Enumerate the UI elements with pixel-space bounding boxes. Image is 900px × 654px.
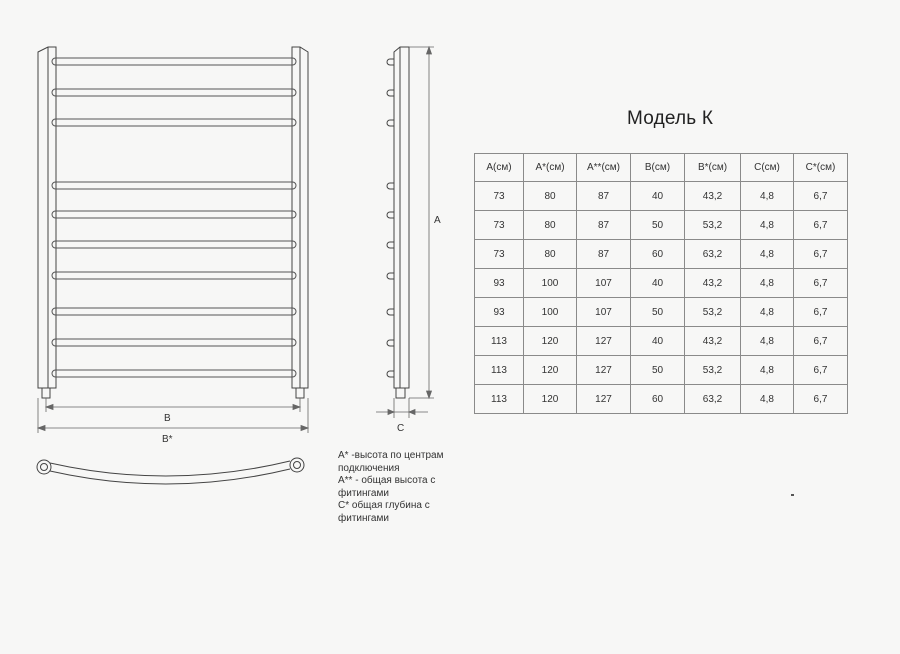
table-cell: 6,7 bbox=[794, 356, 848, 385]
rung bbox=[52, 339, 296, 346]
rung bbox=[52, 272, 296, 279]
table-cell: 53,2 bbox=[685, 298, 741, 327]
table-row bbox=[475, 298, 848, 327]
dimension-b-star bbox=[38, 398, 308, 433]
table-cell: 4,8 bbox=[741, 182, 794, 211]
dimension-b-label: B bbox=[164, 413, 171, 424]
table-cell: 127 bbox=[577, 327, 631, 356]
table-cell: 4,8 bbox=[741, 211, 794, 240]
table-cell: 50 bbox=[631, 356, 685, 385]
table-cell: 80 bbox=[524, 182, 577, 211]
rung bbox=[52, 308, 296, 315]
table-cell: 6,7 bbox=[794, 298, 848, 327]
table-cell: 60 bbox=[631, 240, 685, 269]
table-cell: 63,2 bbox=[685, 385, 741, 414]
side-bar-stubs bbox=[387, 59, 394, 377]
table-cell: 4,8 bbox=[741, 269, 794, 298]
scan-speck bbox=[791, 494, 794, 496]
table-cell: 93 bbox=[475, 298, 524, 327]
column-header: A(см) bbox=[475, 154, 524, 182]
table-cell: 6,7 bbox=[794, 240, 848, 269]
table-row bbox=[475, 327, 848, 356]
table-cell: 107 bbox=[577, 298, 631, 327]
table-cell: 6,7 bbox=[794, 182, 848, 211]
table-cell: 100 bbox=[524, 298, 577, 327]
table-cell: 93 bbox=[475, 269, 524, 298]
table-cell: 4,8 bbox=[741, 385, 794, 414]
table-cell: 113 bbox=[475, 356, 524, 385]
table-cell: 40 bbox=[631, 327, 685, 356]
table-row bbox=[475, 269, 848, 298]
table-cell: 87 bbox=[577, 211, 631, 240]
rung bbox=[52, 182, 296, 189]
table-cell: 73 bbox=[475, 211, 524, 240]
front-view bbox=[38, 47, 308, 433]
rungs bbox=[52, 58, 296, 377]
table-cell: 50 bbox=[631, 298, 685, 327]
side-view bbox=[376, 47, 434, 418]
dimension-c-label: C bbox=[397, 423, 405, 434]
table-cell: 43,2 bbox=[685, 182, 741, 211]
table-cell: 120 bbox=[524, 356, 577, 385]
table-cell: 87 bbox=[577, 240, 631, 269]
rung bbox=[52, 370, 296, 377]
table-cell: 107 bbox=[577, 269, 631, 298]
dimension-a-label: A bbox=[434, 215, 441, 226]
spec-table bbox=[474, 153, 848, 414]
table-cell: 87 bbox=[577, 182, 631, 211]
rung bbox=[52, 119, 296, 126]
dimension-notes bbox=[338, 450, 473, 525]
note-a-star: A* -высота по центрам подключения bbox=[338, 450, 444, 474]
table-header-row bbox=[475, 154, 848, 182]
table-cell: 80 bbox=[524, 240, 577, 269]
dimension-b bbox=[46, 398, 300, 412]
table-row bbox=[475, 385, 848, 414]
dimension-b-star-label: B* bbox=[162, 434, 173, 445]
table-cell: 6,7 bbox=[794, 211, 848, 240]
column-header: A**(см) bbox=[577, 154, 631, 182]
table-cell: 4,8 bbox=[741, 240, 794, 269]
note-c-star: C* общая глубина с фитингами bbox=[338, 500, 430, 524]
table-cell: 127 bbox=[577, 385, 631, 414]
table-cell: 127 bbox=[577, 356, 631, 385]
table-cell: 53,2 bbox=[685, 356, 741, 385]
column-header: C*(см) bbox=[794, 154, 848, 182]
rung bbox=[52, 89, 296, 96]
table-cell: 120 bbox=[524, 385, 577, 414]
table-row bbox=[475, 182, 848, 211]
table-row bbox=[475, 211, 848, 240]
table-cell: 4,8 bbox=[741, 327, 794, 356]
rung bbox=[52, 241, 296, 248]
table-cell: 53,2 bbox=[685, 211, 741, 240]
table-cell: 113 bbox=[475, 385, 524, 414]
table-cell: 6,7 bbox=[794, 269, 848, 298]
table-cell: 73 bbox=[475, 240, 524, 269]
table-row bbox=[475, 240, 848, 269]
table-cell: 6,7 bbox=[794, 327, 848, 356]
table-cell: 4,8 bbox=[741, 356, 794, 385]
table-cell: 43,2 bbox=[685, 327, 741, 356]
table-cell: 120 bbox=[524, 327, 577, 356]
table-cell: 73 bbox=[475, 182, 524, 211]
column-header: C(см) bbox=[741, 154, 794, 182]
table-cell: 113 bbox=[475, 327, 524, 356]
table-row bbox=[475, 356, 848, 385]
table-cell: 6,7 bbox=[794, 385, 848, 414]
table-cell: 80 bbox=[524, 211, 577, 240]
model-title: Модель К bbox=[627, 108, 714, 129]
table-cell: 63,2 bbox=[685, 240, 741, 269]
table-cell: 50 bbox=[631, 211, 685, 240]
rung bbox=[52, 58, 296, 65]
column-header: B*(см) bbox=[685, 154, 741, 182]
table-cell: 40 bbox=[631, 269, 685, 298]
note-a-double-star: A** - общая высота с фитингами bbox=[338, 475, 436, 499]
table-cell: 40 bbox=[631, 182, 685, 211]
column-header: A*(см) bbox=[524, 154, 577, 182]
dimension-a bbox=[409, 47, 434, 398]
column-header: B(см) bbox=[631, 154, 685, 182]
dimension-c bbox=[376, 398, 428, 418]
table-cell: 4,8 bbox=[741, 298, 794, 327]
top-view bbox=[37, 458, 304, 484]
table-cell: 60 bbox=[631, 385, 685, 414]
table-cell: 43,2 bbox=[685, 269, 741, 298]
table-cell: 100 bbox=[524, 269, 577, 298]
rung bbox=[52, 211, 296, 218]
